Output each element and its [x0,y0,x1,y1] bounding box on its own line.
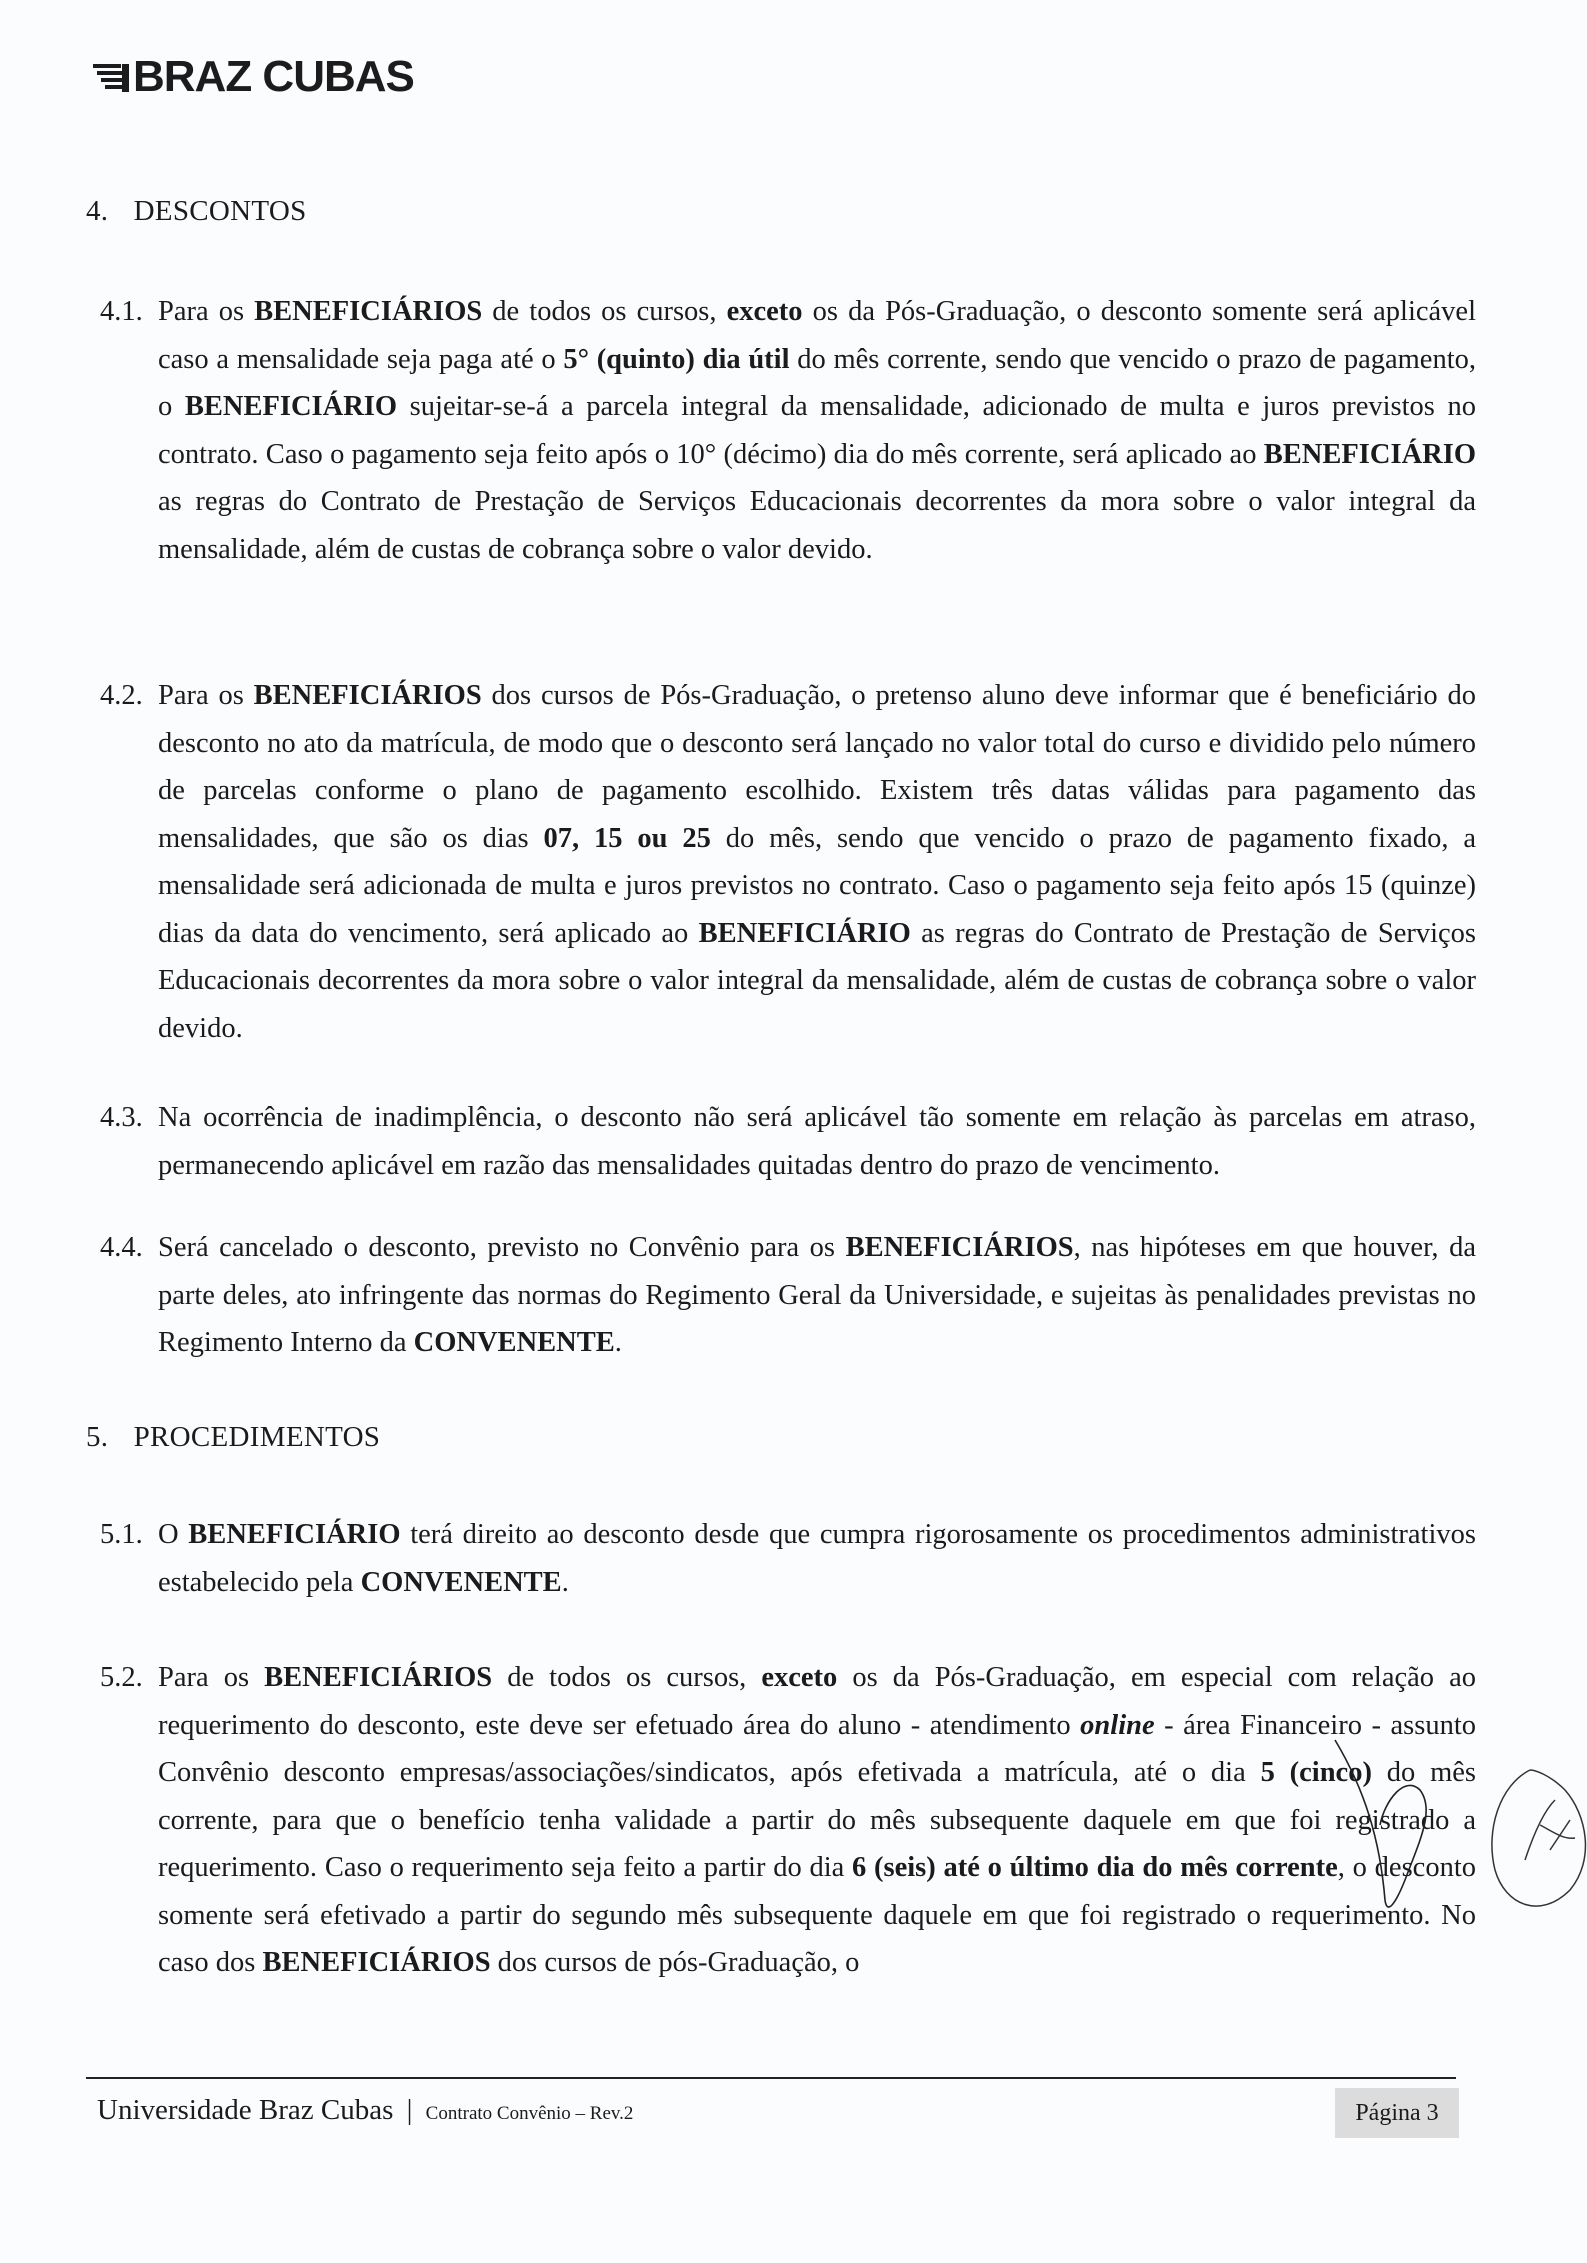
text-run: as regras do Contrato de Prestação de Serviços Educacionais decorrentes da mora sobre o valor integral da mensalidade, além de custas de cobrança sobre o valor devido. [158,486,1476,565]
clause-text [158,1654,1476,1987]
bold-term: BENEFICIÁRIO [1263,438,1476,470]
text-run: os da Pós-Graduação, em especial com relação ao requerimento do desconto, este deve ser efetuado área do aluno - atendimento [158,1662,1477,1741]
text-run: Para os [158,680,254,711]
clause-4-2 [100,672,1476,1052]
institution-name: Universidade Braz Cubas [97,2094,394,2126]
clause-5-2 [100,1654,1476,1987]
italic-term: online [1080,1709,1155,1741]
text-run: de todos os cursos, [482,296,727,327]
clause-text [158,1224,1476,1367]
bold-term: BENEFICIÁRIOS [264,1662,493,1693]
section-number: 4. [86,195,109,227]
text-run: do mês corrente, para que o benefício tenha validade a partir do mês subsequente daquele em que foi registrado a requerimento. Caso o requerimento seja feito a partir do dia [158,1757,1476,1883]
document-reference: Contrato Convênio – Rev.2 [425,2103,634,2124]
text-run: do mês, sendo que vencido o prazo de pagamento fixado, a mensalidade será adicionada de multa e juros previstos no contrato. Caso o pagamento seja feito após 15 (quinze) dias da data do vencimento, será aplicado ao [158,822,1476,949]
text-run: terá direito ao desconto desde que cumpra rigorosamente os procedimentos administrativos estabelecido pela [158,1519,1476,1598]
logo [93,52,414,102]
clause-number: 4.3. [100,1102,143,1133]
bold-term: CONVENENTE [360,1566,562,1598]
clause-text [158,672,1476,1052]
text-run: os da Pós-Graduação, o desconto somente será aplicável caso a mensalidade seja paga até o [158,296,1476,375]
text-run: as regras do Contrato de Prestação de Serviços Educacionais decorrentes da mora sobre o valor integral da mensalidade, além de custas de cobrança sobre o valor devido. [158,917,1477,1044]
clause-text [158,1511,1476,1606]
text-run: O [158,1519,189,1550]
text-run: - área Financeiro - assunto Convênio desconto empresas/associações/sindicatos, após efetivada a matrícula, até o dia [158,1709,1476,1788]
text-run: Para os [158,296,255,327]
footer-divider [86,2077,1456,2079]
clause-number: 4.2. [100,680,143,711]
bold-term: BENEFICIÁRIOS [253,680,482,711]
footer-institution [97,2090,633,2134]
clause-text: Na ocorrência de inadimplência, o desconto não será aplicável tão somente em relação às parcelas em atraso, permanecendo aplicável em razão das mensalidades quitadas dentro do prazo de vencimento. [158,1102,1476,1181]
logo-stripes-icon [93,60,129,94]
text-run: , o desconto somente será efetivado a partir do segundo mês subsequente daquele em que foi registrado o requerimento. No caso dos [158,1852,1476,1978]
bold-term: BENEFICIÁRIOS [254,296,483,327]
bold-term: exceto [761,1662,838,1693]
clause-number: 5.2. [100,1662,143,1693]
clause-5-1 [100,1511,1476,1606]
bold-term: 5 (cinco) [1260,1757,1372,1788]
text-run: Será cancelado o desconto, previsto no Convênio para os [158,1232,846,1263]
section-5-heading [86,1417,380,1457]
bold-term: BENEFICIÁRIOS [845,1232,1074,1263]
bold-term: BENEFICIÁRIO [188,1519,401,1550]
text-run: sujeitar-se-á a parcela integral da mensalidade, adicionado de multa e juros previstos no contrato. Caso o pagamento seja feito após o 10° (décimo) dia do mês corrente, será aplicado ao [158,391,1476,470]
clause-4-4 [100,1224,1476,1367]
text-run: Para os [158,1662,265,1693]
section-number: 5. [86,1421,109,1453]
clause-4-1 [100,288,1476,573]
bold-term: 07, 15 ou 25 [543,822,711,854]
clause-number: 4.4. [100,1232,143,1263]
logo-text: BRAZ CUBAS [133,52,414,101]
bold-term: BENEFICIÁRIO [698,917,911,949]
clause-text [158,288,1476,573]
section-title: DESCONTOS [133,195,307,227]
bold-term: 5° (quinto) dia útil [563,343,790,375]
bold-term: BENEFICIÁRIOS [262,1947,491,1978]
clause-number: 5.1. [100,1519,143,1550]
page-number: Página 3 [1335,2088,1459,2138]
bold-term: 6 (seis) até o último dia do mês corrente [852,1852,1338,1883]
bold-term: BENEFICIÁRIO [184,391,398,422]
text-run: . [561,1566,569,1598]
text-run: . [614,1327,622,1358]
text-run: dos cursos de Pós-Graduação, o pretenso aluno deve informar que é beneficiário do desconto no ato da matrícula, de modo que o desconto será lançado no valor total do curso e dividido pelo número de parcelas conforme o plano de pagamento escolhido. Existem três datas válidas para pagamento das mensalidades, que são os dias [158,680,1476,854]
footer-separator: | [406,2094,413,2126]
bold-term: CONVENENTE [413,1327,615,1358]
text-run: , nas hipóteses em que houver, da parte deles, ato infringente das normas do Regimento Geral da Universidade, e sujeitas às penalidades previstas no Regimento Interno da [158,1232,1476,1358]
text-run: de todos os cursos, [492,1662,762,1693]
clause-4-3 [100,1094,1476,1189]
bold-term: exceto [726,296,803,327]
section-4-heading [86,191,307,231]
text-run: do mês corrente, sendo que vencido o prazo de pagamento, o [158,343,1477,422]
handwritten-initials-signature [1325,1730,1587,1930]
text-run: dos cursos de pós-Graduação, o [490,1947,860,1978]
section-title: PROCEDIMENTOS [133,1421,381,1453]
clause-number: 4.1. [100,296,143,327]
